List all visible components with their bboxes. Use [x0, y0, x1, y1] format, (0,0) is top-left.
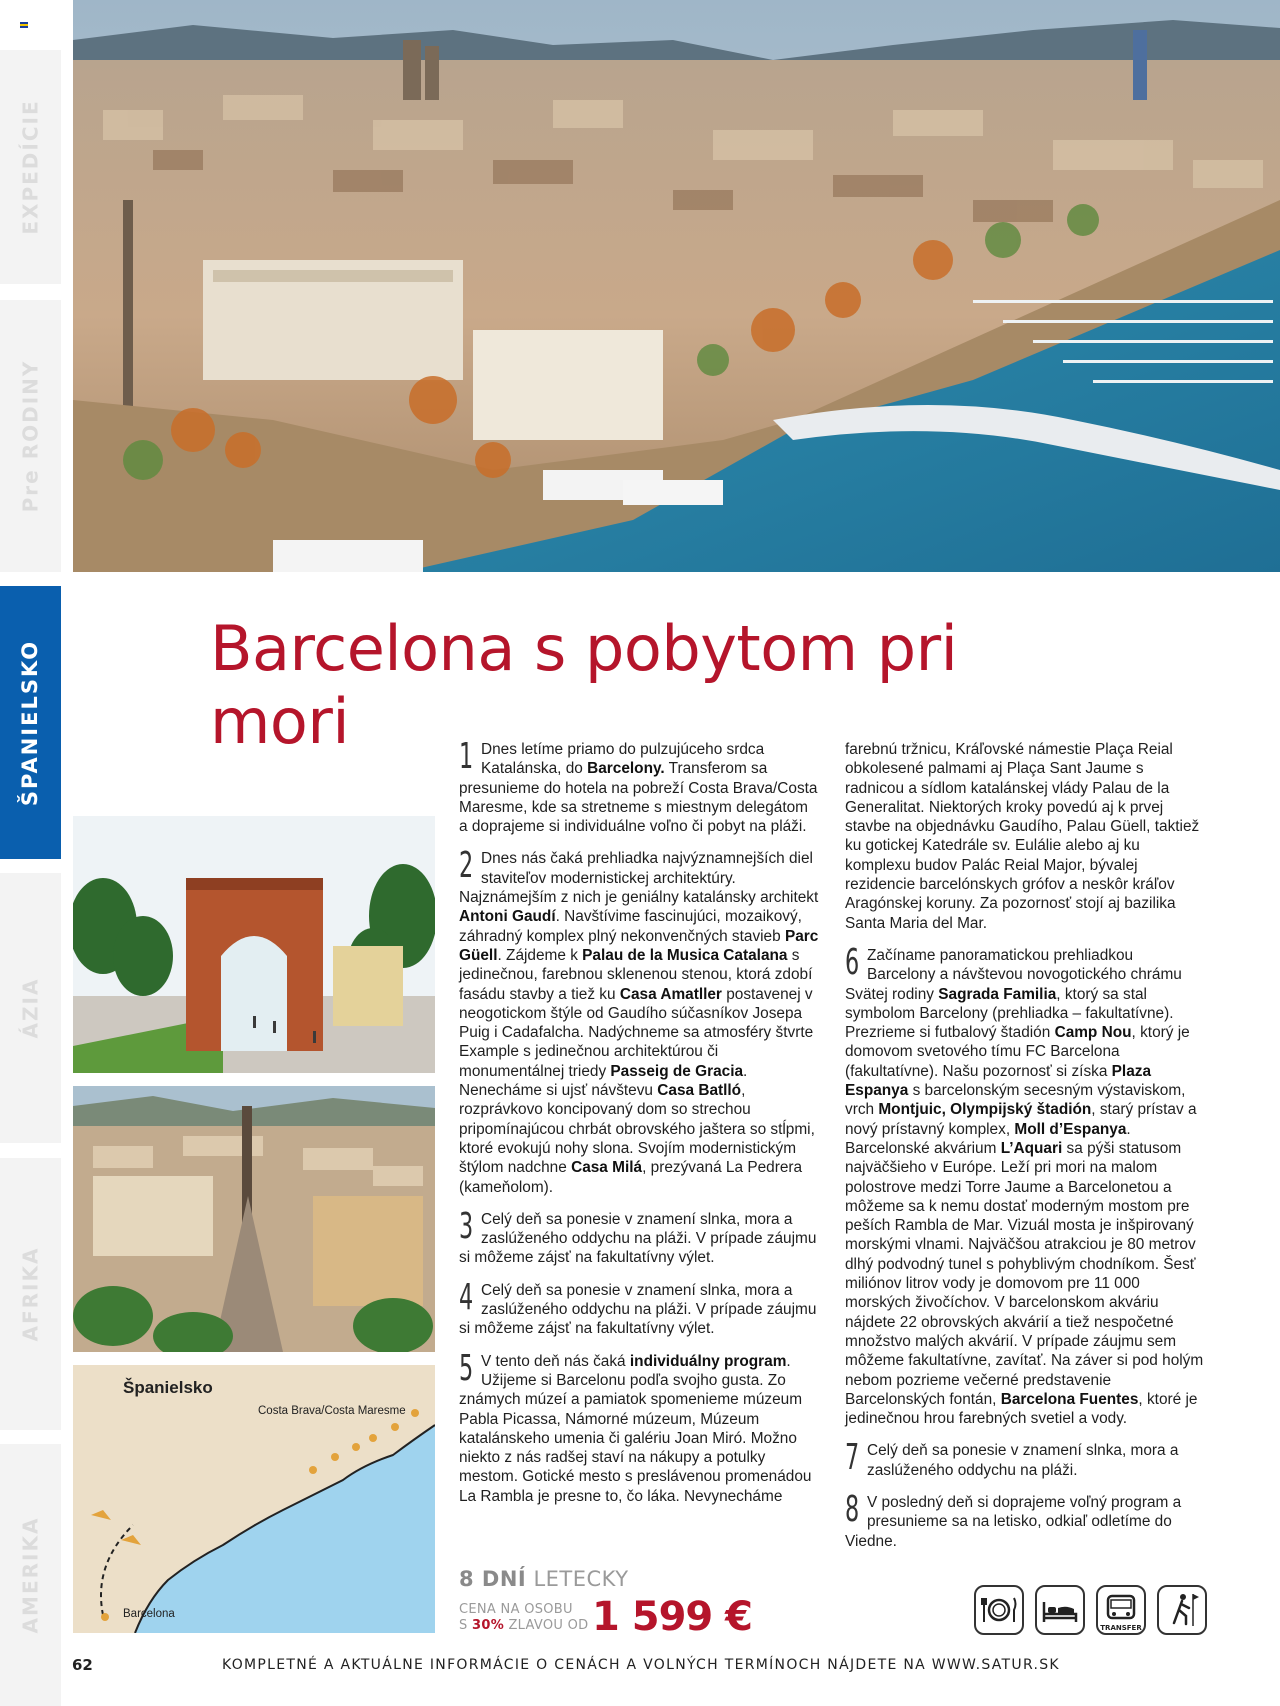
transfer-label: TRANSFER: [1100, 1624, 1142, 1632]
price-label: [459, 1602, 588, 1634]
day-3: [459, 1205, 819, 1268]
day-highlight: Montjuic, Olympijský štadión: [878, 1101, 1092, 1119]
day-highlight: Casa Amatller: [619, 985, 722, 1003]
day-text: , ktoré je jedinečnou hrou farebných svetiel a vody.: [845, 1390, 1198, 1428]
day-text: s barcelonským secesným výstaviskom, vrch: [845, 1082, 1186, 1119]
map-city-label: Barcelona: [123, 1608, 175, 1620]
tab-spanielsko[interactable]: [0, 586, 61, 859]
route-map: [73, 1365, 435, 1633]
day-1: [459, 736, 819, 836]
itinerary-column-1: [459, 736, 819, 1519]
day-text: . Zájdeme k: [497, 946, 583, 964]
day-text: Celý deň sa ponesie v znamení slnka, mora a zaslúženého oddychu na pláži.: [867, 1442, 1179, 1479]
map-title: Španielsko: [123, 1378, 213, 1397]
day-text: Začíname panoramatickou prehliadkou Barcelony a návštevou novogotického chrámu Svätej rodiny: [845, 946, 1182, 1003]
trip-mode: LETECKY: [533, 1567, 629, 1591]
tab-pre-rodiny[interactable]: [0, 300, 61, 572]
day-text: Celý deň sa ponesie v znamení slnka, mora a zaslúženého oddychu na pláži. V prípade záujmu si môžeme zájsť na fakultatívny výlet.: [459, 1210, 817, 1267]
day-text: , starý prístav a nový prístavný komplex,: [845, 1101, 1197, 1138]
tab-azia[interactable]: [0, 873, 61, 1143]
tab-label: AMERIKA: [18, 1516, 43, 1634]
footer-info: KOMPLETNÉ A AKTUÁLNE INFORMÁCIE O CENÁCH A VOLNÝCH TERMÍNOCH NÁJDETE NA WWW.SATUR.SK: [222, 1657, 1060, 1673]
price-label-line1: CENA NA OSOBU: [459, 1602, 573, 1617]
day-text: Transferom sa presunieme do hotela na pobreží Costa Brava/Costa Maresme, kde sa stretneme s miestnym delegátom a doprajeme si individuálne voľno či pobyt na pláži.: [459, 760, 818, 836]
day-text: V tento deň nás čaká: [481, 1352, 630, 1370]
tab-afrika[interactable]: [0, 1158, 61, 1430]
day-highlight: L’Aquari: [1000, 1139, 1063, 1157]
day-number: 7: [845, 1437, 860, 1479]
tab-label: ŠPANIELSKO: [18, 639, 43, 806]
day-number: 4: [459, 1276, 474, 1318]
price-label-s: S: [459, 1618, 468, 1633]
day-8: [845, 1488, 1205, 1551]
price-value: 1 599 €: [592, 1594, 753, 1640]
page-title: Barcelona s pobytom pri mori: [210, 612, 958, 758]
day-6: [845, 941, 1205, 1428]
day-text: . Užijeme si Barcelonu podľa svojho gusta. Zo známych múzeí a pamiatok spomenieme múzeum Pabla Picassa, Námorné múzeum, Múzeum katalánskeho umenia či galériu Joan Miró. Možno niekto z nás radšej staví na nákupy a potulky mestom. Gotické mesto s preslávenou promenádou La Rambla je presne to, čo láka. Nevynecháme: [459, 1352, 812, 1505]
day-text: . Barcelonské akvárium: [845, 1120, 1131, 1157]
day-number: 6: [845, 941, 860, 983]
day-highlight: Casa Batlló: [657, 1082, 742, 1100]
day-highlight: Camp Nou: [1054, 1024, 1132, 1042]
day-text: s jedinečnou, farebnou sklenenou stenou, ktorá zdobí fasádu stavby a tiež ku: [459, 946, 813, 1003]
day-highlight: Antoni Gaudí: [459, 908, 556, 926]
day-highlight: Moll d’Espanya: [1014, 1120, 1127, 1138]
day-2: [459, 845, 819, 1196]
day-highlight: Plaza Espanya: [845, 1062, 1152, 1100]
day-5: [459, 1347, 819, 1506]
day-number: 8: [845, 1488, 860, 1530]
day-highlight: individuálny program: [629, 1352, 787, 1370]
day-highlight: Palau de la Musica Catalana: [582, 946, 788, 964]
day-text: , rozprávkovo koncipovaný dom so strechou pripomínajúcou chrbát obrovského jaštera so stĺpmi, ktoré evokujú nohy slona. Svojím modernistickým štýlom nadchne: [459, 1082, 815, 1177]
price-label-line2-wrap: [459, 1618, 588, 1634]
discount-value: 30%: [472, 1618, 505, 1633]
map-region-label: Costa Brava/Costa Maresme: [258, 1405, 406, 1417]
tab-amerika[interactable]: [0, 1444, 61, 1706]
day-text: , ktorý je domovom svetového tímu FC Barcelona (fakultatívne). Našu pozornosť si získa: [845, 1024, 1190, 1080]
day-highlight: Casa Milá: [571, 1159, 643, 1177]
walking-tour-icon: [1157, 1585, 1207, 1635]
meals-icon: [974, 1585, 1024, 1635]
day-text: Dnes letíme priamo do pulzujúceho srdca Katalánska, do: [481, 741, 765, 778]
day-highlight: Parc Güell: [459, 927, 819, 964]
page-number: 62: [72, 1656, 93, 1674]
hero-photo-barcelona-port: [73, 0, 1280, 572]
day-text: postavenej v neogotickom štýle od Gaudího súčasníkov Josepa Puig i Cadafalcha. Nadýchneme sa atmosféry štvrte Example s jedinečnou architektúrou či monumentálnej triedy: [459, 985, 814, 1080]
day-highlight: Barcelona Fuentes: [1000, 1390, 1139, 1408]
day-text: Celý deň sa ponesie v znamení slnka, mora a zaslúženého oddychu na pláži. V prípade záujmu si môžeme zájsť na fakultatívny výlet.: [459, 1281, 817, 1338]
day-text: Dnes nás čaká prehliadka najvýznamnejších diel staviteľov modernistickej architektúry. Najznámejším z nich je geniálny katalánsky architekt: [459, 850, 819, 907]
transfer-bus-icon: [1096, 1585, 1146, 1635]
tab-expedicie[interactable]: [0, 50, 61, 284]
day-text: , prezývaná La Pedrera (kameňolom).: [459, 1159, 803, 1196]
tab-label: Pre RODINY: [18, 359, 43, 513]
tab-label: ÁZIA: [18, 977, 43, 1039]
day-number: 2: [459, 845, 474, 887]
day-text: farebnú tržnicu, Kráľovské námestie Plaça Reial obkolesené palmami aj Plaça Sant Jaume s radnicou a sídlom katalánskej vlády Palau de la Generalitat. Niektorých kroky povedú aj k prvej stavbe na objednávku Gaudího, Palau Güell, taktiež ku gotickej Katedrále sv. Eulálie alebo aj ku komplexu budov Palác Reial Major, bývalej rezidencie barcelónskych grófov a neskôr kráľov Aragónskej koruny. Za pozornosť stojí aj bazilika Santa Maria del Mar.: [845, 741, 1200, 932]
day-text: sa pýši statusom najväčšieho v Európe. Leží pri mori na malom polostrove medzi Torre Jaume a Barcelonetou a môžeme sa k nemu dostať moderným mostom pre peších Rambla de Mar. Vizuál mosta je inšpirovaný morskými vlnami. Najväčšou atrakciou je 80 metrov dlhý podvodný tunel s pohyblivým chodníkom. Šesť miliónov litrov vody je domovom pre 11 000 morských živočíchov. V barcelonskom akváriu nájdete 22 obrovských akvárií a tiež nespočetné množstvo malých akvárií. V prípade záujmu sem môžeme fakultatívne, zavítať. Na záver si pod holým nebom pozrieme večerné predstavenie Barcelonských fontán,: [845, 1139, 1204, 1408]
day-text: V posledný deň si doprajeme voľný program a presunieme sa na letisko, odkiaľ odletíme do Viedne.: [845, 1493, 1182, 1550]
day-highlight: Barcelony.: [587, 760, 665, 778]
day-number: 1: [459, 736, 474, 777]
day-text: . Navštívime fascinujúci, mozaikový, záhradný komplex plný nekonvenčných stavieb: [459, 908, 802, 945]
day-text: . Nenecháme si ujsť návštevu: [459, 1062, 748, 1100]
day-text: , ktorý sa stal symbolom Barcelony (prehliadka – fakultatívne). Prezrieme si futbalový štadión: [845, 985, 1174, 1042]
price-label-line2: ZLAVOU OD: [508, 1618, 589, 1633]
itinerary-column-2: [845, 740, 1205, 1564]
day-5-continued: [845, 740, 1205, 933]
trip-days: 8 DNÍ: [459, 1567, 527, 1591]
day-highlight: Sagrada Familia: [938, 985, 1057, 1003]
day-4: [459, 1276, 819, 1339]
flag-icon: [20, 22, 28, 28]
photo-columbus-monument: [73, 1086, 435, 1352]
day-number: 5: [459, 1347, 474, 1389]
tab-label: EXPEDÍCIE: [18, 99, 43, 235]
day-number: 3: [459, 1205, 474, 1247]
bed-icon: [1035, 1585, 1085, 1635]
tab-label: AFRIKA: [18, 1246, 43, 1342]
day-highlight: Passeig de Gracia: [610, 1062, 744, 1080]
trip-length: [459, 1567, 629, 1591]
photo-arc-de-triomf: [73, 816, 435, 1073]
day-7: [845, 1437, 1205, 1480]
